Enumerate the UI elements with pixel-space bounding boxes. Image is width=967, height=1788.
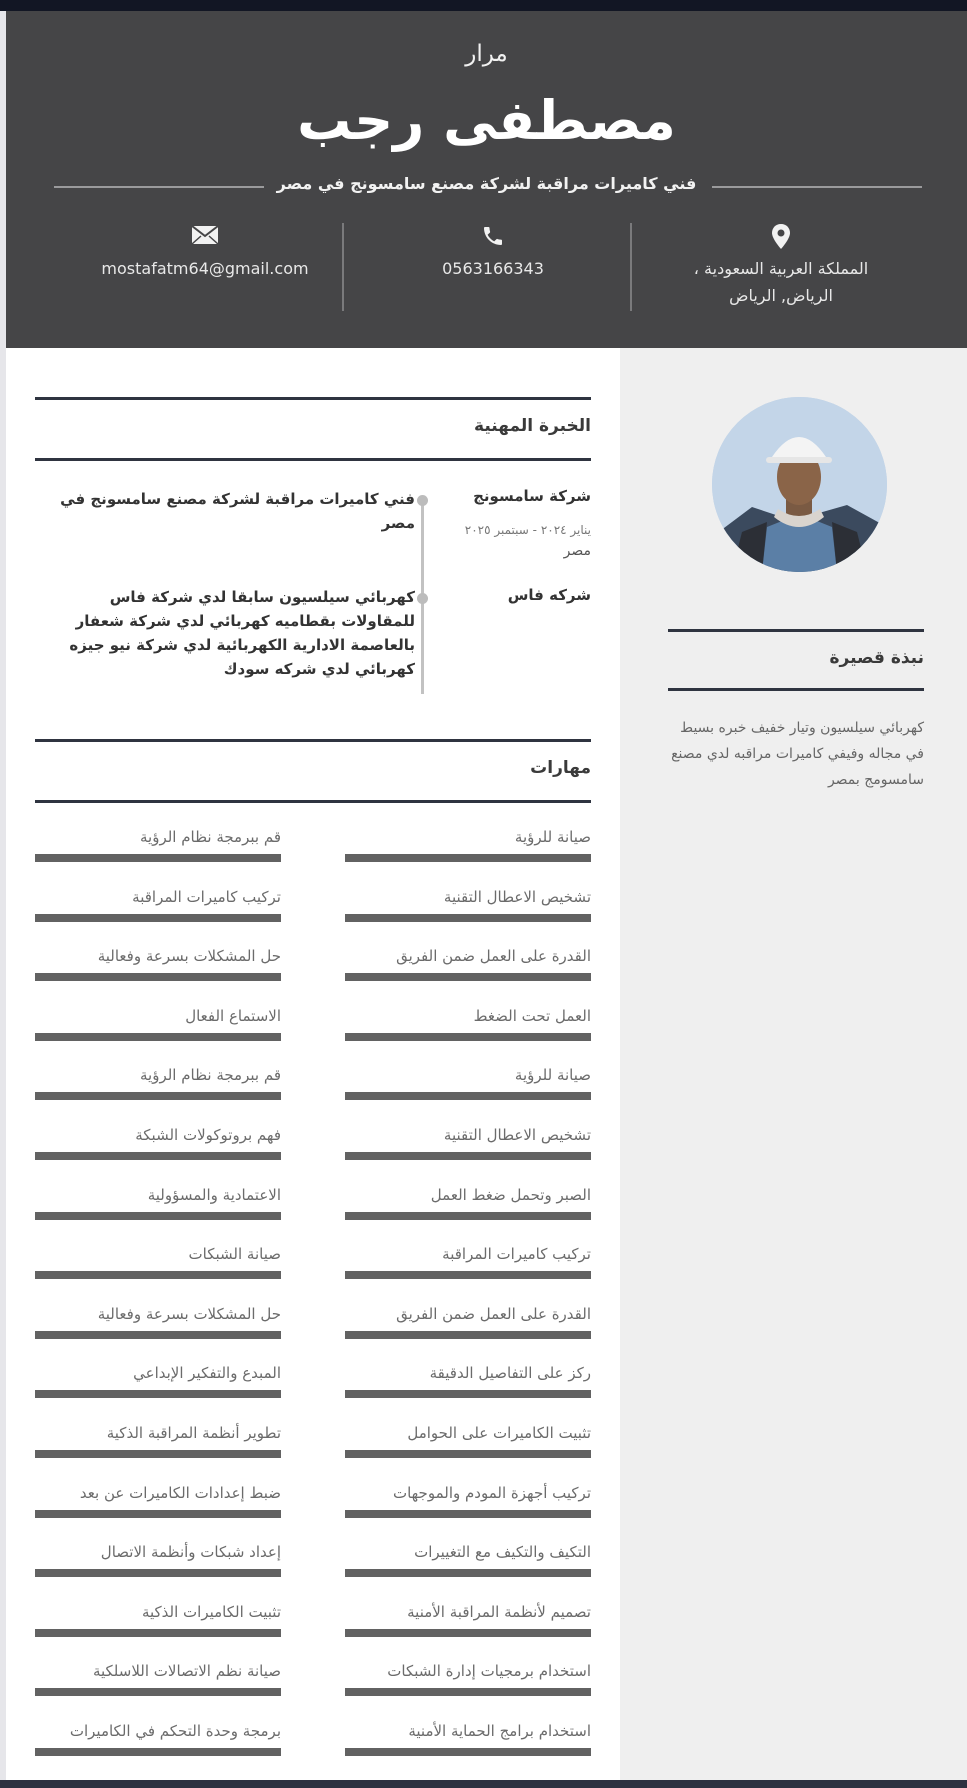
skill-label: ركز على التفاصيل الدقيقة bbox=[429, 1364, 591, 1383]
contact-email-text[interactable]: mostafatm64@gmail.com bbox=[101, 259, 309, 278]
bottom-bar bbox=[0, 1780, 967, 1788]
skill-item bbox=[35, 1007, 281, 1057]
skill-level-bar bbox=[35, 1212, 281, 1220]
skill-item bbox=[35, 1066, 281, 1116]
contact-divider bbox=[342, 223, 344, 311]
skill-level-bar bbox=[345, 1390, 591, 1398]
skill-level-bar bbox=[35, 914, 281, 922]
full-name: مصطفى رجب bbox=[297, 89, 676, 152]
skill-label: قم ببرمجة نظام الرؤية bbox=[139, 1066, 281, 1085]
skill-level-bar bbox=[35, 1569, 281, 1577]
skill-label: تشخيص الاعطال التقنية bbox=[443, 1126, 591, 1144]
resume-sheet bbox=[6, 11, 967, 1780]
skill-item bbox=[35, 1722, 281, 1772]
experience-title: الخبرة المهنية bbox=[474, 416, 591, 436]
skill-item bbox=[345, 1126, 591, 1176]
skill-item bbox=[345, 1305, 591, 1355]
skill-level-bar bbox=[345, 1748, 591, 1756]
phone-icon bbox=[358, 223, 628, 255]
skill-item bbox=[345, 1186, 591, 1236]
skill-item bbox=[35, 1245, 281, 1295]
skill-item bbox=[345, 1603, 591, 1653]
skill-level-bar bbox=[345, 1152, 591, 1160]
skill-label: تشخيص الاعطال التقنية bbox=[443, 887, 591, 906]
skill-level-bar bbox=[345, 1092, 591, 1100]
skill-label: تركيب كاميرات المراقبة bbox=[442, 1245, 591, 1264]
experience-description: فني كاميرات مراقبة لشركة مصنع سامسونج في مصر bbox=[60, 490, 415, 532]
skill-level-bar bbox=[345, 1212, 591, 1220]
skill-label: برمجة وحدة التحكم في الكاميرات bbox=[69, 1722, 281, 1740]
profile-photo bbox=[712, 397, 887, 572]
skill-item bbox=[345, 1424, 591, 1474]
skill-item bbox=[35, 947, 281, 997]
skill-level-bar bbox=[345, 914, 591, 922]
skill-item bbox=[35, 1364, 281, 1414]
skill-label: العمل تحت الضغط bbox=[473, 1006, 591, 1025]
contact-email bbox=[70, 223, 340, 282]
skill-level-bar bbox=[35, 1390, 281, 1398]
skill-item bbox=[35, 828, 281, 878]
skill-label: صيانة للرؤية bbox=[514, 828, 591, 846]
skill-label: صيانة نظم الاتصالات اللاسلكية bbox=[92, 1662, 281, 1681]
skill-label: تصميم لأنظمة المراقبة الأمنية bbox=[407, 1602, 591, 1621]
job-title: فني كاميرات مراقبة لشركة مصنع سامسونج في مصر bbox=[276, 174, 697, 193]
summary-title: نبذة قصيرة bbox=[829, 648, 924, 668]
skill-item bbox=[35, 1186, 281, 1236]
contact-divider bbox=[630, 223, 632, 311]
skill-item bbox=[345, 1245, 591, 1295]
skill-item bbox=[345, 1066, 591, 1116]
skill-label: تطوير أنظمة المراقبة الذكية bbox=[106, 1424, 281, 1442]
experience-description: كهربائي سيلسيون سابقا لدي شركة فاس للمقاولات بقطاميه كهربائي لدي شركة شعفار بالعاصمة الادارية الكهربائية لدي شركة نيو جيزه كهربائي لدي شركه سودك bbox=[69, 588, 415, 678]
skill-item bbox=[345, 828, 591, 878]
skill-item bbox=[345, 1662, 591, 1712]
skill-label: القدرة على العمل ضمن الفريق bbox=[396, 947, 591, 966]
skill-label: المبدع والتفكير الإبداعي bbox=[133, 1364, 281, 1383]
experience-header bbox=[35, 397, 591, 461]
skill-level-bar bbox=[35, 1092, 281, 1100]
skill-level-bar bbox=[345, 1033, 591, 1041]
skill-level-bar bbox=[35, 1331, 281, 1339]
skill-level-bar bbox=[345, 1510, 591, 1518]
skill-label: الاعتمادية والمسؤولية bbox=[147, 1185, 281, 1204]
skill-label: حل المشكلات بسرعة وفعالية bbox=[97, 947, 281, 966]
skill-label: تثبيت الكاميرات على الحوامل bbox=[407, 1424, 591, 1442]
skill-label: إعداد شبكات وأنظمة الاتصال bbox=[100, 1543, 281, 1562]
skill-item bbox=[35, 888, 281, 938]
sidebar bbox=[620, 348, 967, 1780]
skills-header bbox=[35, 739, 591, 803]
skill-label: الاستماع الفعال bbox=[185, 1006, 281, 1025]
skill-level-bar bbox=[35, 973, 281, 981]
timeline-dot bbox=[417, 593, 428, 604]
email-icon bbox=[70, 223, 340, 255]
skill-label: استخدام برامج الحماية الأمنية bbox=[408, 1722, 591, 1740]
contact-location-text: المملكة العربية السعودية ، الرياض, الرياض bbox=[693, 259, 869, 305]
skill-level-bar bbox=[35, 1629, 281, 1637]
skill-level-bar bbox=[35, 1450, 281, 1458]
skill-level-bar bbox=[345, 973, 591, 981]
skill-level-bar bbox=[345, 1331, 591, 1339]
skill-item bbox=[345, 1007, 591, 1057]
skill-label: التكيف والتكيف مع التغييرات bbox=[414, 1543, 591, 1562]
skill-label: صيانة للرؤية bbox=[514, 1066, 591, 1085]
skills-title: مهارات bbox=[530, 758, 591, 778]
skill-label: حل المشكلات بسرعة وفعالية bbox=[97, 1304, 281, 1323]
skill-label: استخدام برمجيات إدارة الشبكات bbox=[387, 1662, 591, 1681]
skill-label: تركيب كاميرات المراقبة bbox=[132, 887, 281, 906]
skill-item bbox=[35, 1424, 281, 1474]
skill-item bbox=[345, 1722, 591, 1772]
experience-location: مصر bbox=[563, 543, 591, 559]
skill-label: تثبيت الكاميرات الذكية bbox=[141, 1602, 281, 1621]
skill-level-bar bbox=[345, 1450, 591, 1458]
skill-label: فهم بروتوكولات الشبكة bbox=[135, 1126, 281, 1144]
skill-item bbox=[35, 1126, 281, 1176]
skill-item bbox=[345, 888, 591, 938]
summary-text: كهربائي سيلسيون وتيار خفيف خبره بسيط في مجاله وفيفي كاميرات مراقبه لدي مصنع سامسومج بمصر bbox=[671, 720, 924, 788]
timeline-dot bbox=[417, 495, 428, 506]
skill-item bbox=[35, 1543, 281, 1593]
location-icon bbox=[646, 223, 916, 255]
skill-item bbox=[35, 1484, 281, 1534]
skill-label: ضبط إعدادات الكاميرات عن بعد bbox=[79, 1483, 281, 1502]
nickname: مرار bbox=[465, 41, 508, 67]
contact-phone-text[interactable]: 0563166343 bbox=[442, 259, 544, 278]
skill-item bbox=[345, 1543, 591, 1593]
skill-label: صيانة الشبكات bbox=[188, 1245, 281, 1264]
skill-level-bar bbox=[35, 854, 281, 862]
skill-label: قم ببرمجة نظام الرؤية bbox=[139, 828, 281, 846]
experience-company: شركه فاس bbox=[507, 586, 591, 604]
skill-level-bar bbox=[345, 1569, 591, 1577]
experience-company: شركة سامسونج bbox=[473, 487, 591, 505]
skill-level-bar bbox=[35, 1033, 281, 1041]
skill-item bbox=[35, 1603, 281, 1653]
skill-item bbox=[35, 1662, 281, 1712]
skill-level-bar bbox=[345, 1688, 591, 1696]
skill-level-bar bbox=[345, 1629, 591, 1637]
skill-level-bar bbox=[35, 1271, 281, 1279]
skill-label: الصبر وتحمل ضغط العمل bbox=[430, 1185, 591, 1204]
skill-item bbox=[345, 1364, 591, 1414]
skill-level-bar bbox=[35, 1152, 281, 1160]
skill-level-bar bbox=[35, 1510, 281, 1518]
skill-item bbox=[35, 1305, 281, 1355]
contact-phone bbox=[358, 223, 628, 282]
skill-level-bar bbox=[35, 1688, 281, 1696]
skill-level-bar bbox=[345, 854, 591, 862]
skill-item bbox=[345, 947, 591, 997]
experience-date: يناير ٢٠٢٤ - سبتمبر ٢٠٢٥ bbox=[464, 523, 591, 537]
skill-level-bar bbox=[345, 1271, 591, 1279]
top-bar bbox=[0, 0, 967, 11]
resume-header bbox=[6, 11, 967, 348]
skill-label: القدرة على العمل ضمن الفريق bbox=[396, 1304, 591, 1323]
skill-level-bar bbox=[35, 1748, 281, 1756]
summary-header bbox=[668, 629, 924, 691]
skill-item bbox=[345, 1484, 591, 1534]
skill-label: تركيب أجهزة المودم والموجهات bbox=[392, 1483, 591, 1502]
contact-location bbox=[646, 223, 916, 309]
